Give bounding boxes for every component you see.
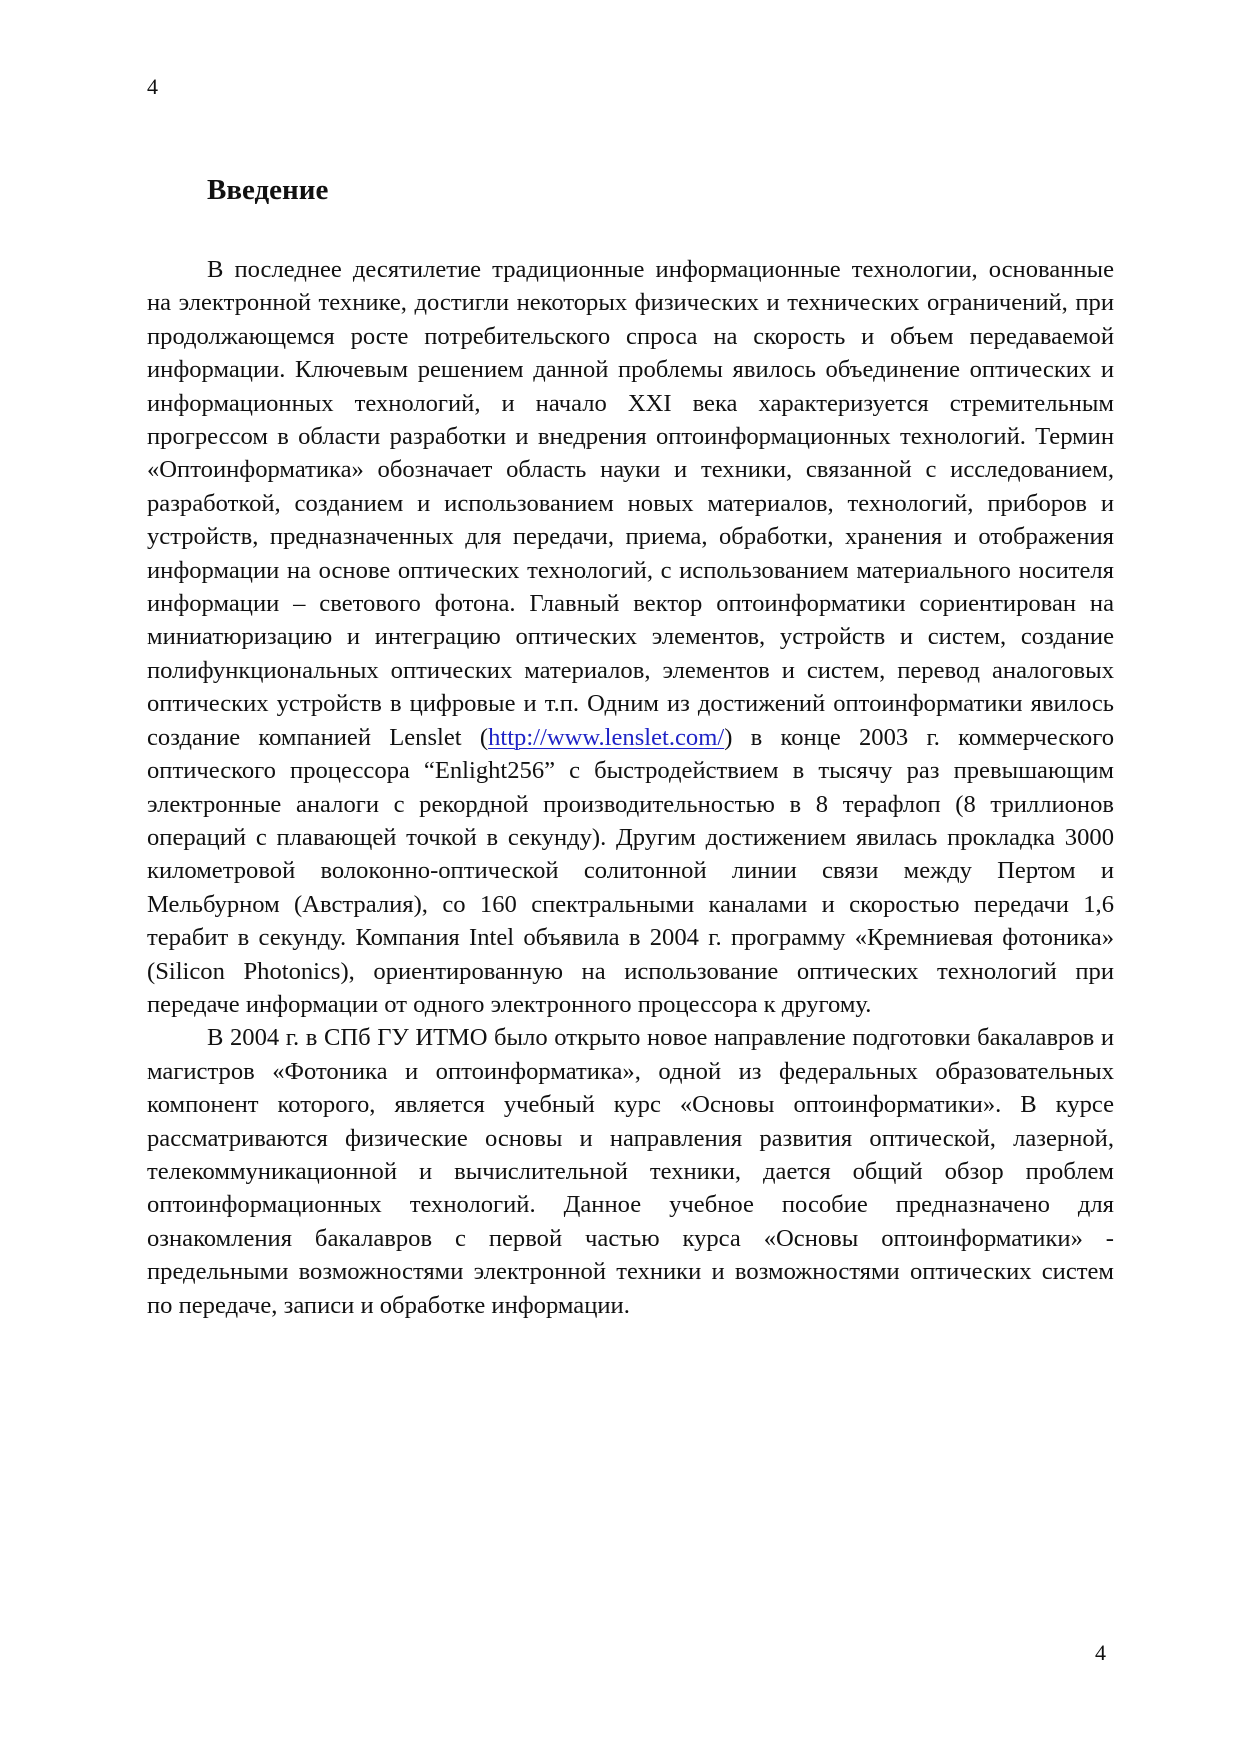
body-text — [147, 253, 1114, 1322]
page-number-bottom: 4 — [1095, 1640, 1106, 1665]
lenslet-link[interactable]: http://www.lenslet.com/ — [488, 723, 725, 751]
paragraph-intro-text-end: ) в конце 2003 г. коммерческого оптического процессора “Enlight256” с быстродействием в тысячу раз превышающим электронные аналоги с рекордной производительностью в 8 терафлоп (8 триллионов операций с плавающей точкой в секунду). Другим достижением явилась прокладка 3000 километровой волоконно-оптической солитонной линии связи между Пертом и Мельбурном (Австралия), со 160 спектральными каналами и скоростью передачи 1,6 терабит в секунду. Компания Intel объявила в 2004 г. программу «Кремниевая фотоника» (Silicon Photonics), ориентированную на использование оптических технологий при передаче информации от одного электронного процессора к другому. — [147, 723, 1115, 1018]
paragraph-intro-text-start: В последнее десятилетие традиционные информационные технологии, основанные на электронной технике, достигли некоторых физических и технических ограничений, при продолжающемся росте потребительского спроса на скорость и объем передаваемой информации. Ключевым решением данной проблемы явилось объединение оптических и информационных технологий, и начало XXI века характеризуется стремительным прогрессом в области разработки и внедрения оптоинформационных технологий. Термин «Оптоинформатика» обозначает область науки и техники, связанной с исследованием, разработкой, созданием и использованием новых материалов, технологий, приборов и устройств, предназначенных для передачи, приема, обработки, хранения и отображения информации на основе оптических технологий, с использованием материального носителя информации – светового фотона. Главный вектор оптоинформатики сориентирован на миниатюризацию и интеграцию оптических элементов, устройств и систем, создание полифункциональных оптических материалов, элементов и систем, перевод аналоговых оптических устройств в цифровые и т.п. Одним из достижений оптоинформатики явилось создание компанией Lenslet ( — [147, 256, 1114, 751]
section-heading: Введение — [207, 174, 329, 206]
page-number-top: 4 — [147, 74, 158, 99]
paragraph-course: В 2004 г. в СПб ГУ ИТМО было открыто новое направление подготовки бакалавров и магистров «Фотоника и оптоинформатика», одной из федеральных образовательных компонент которого, является учебный курс «Основы оптоинформатики». В курсе рассматриваются физические основы и направления развития оптической, лазерной, телекоммуникационной и вычислительной техники, дается общий обзор проблем оптоинформационных технологий. Данное учебное пособие предназначено для ознакомления бакалавров с первой частью курса «Основы оптоинформатики» - предельными возможностями электронной техники и возможностями оптических систем по передаче, записи и обработке информации. — [147, 1024, 1114, 1319]
paragraph-intro — [147, 253, 1114, 1021]
